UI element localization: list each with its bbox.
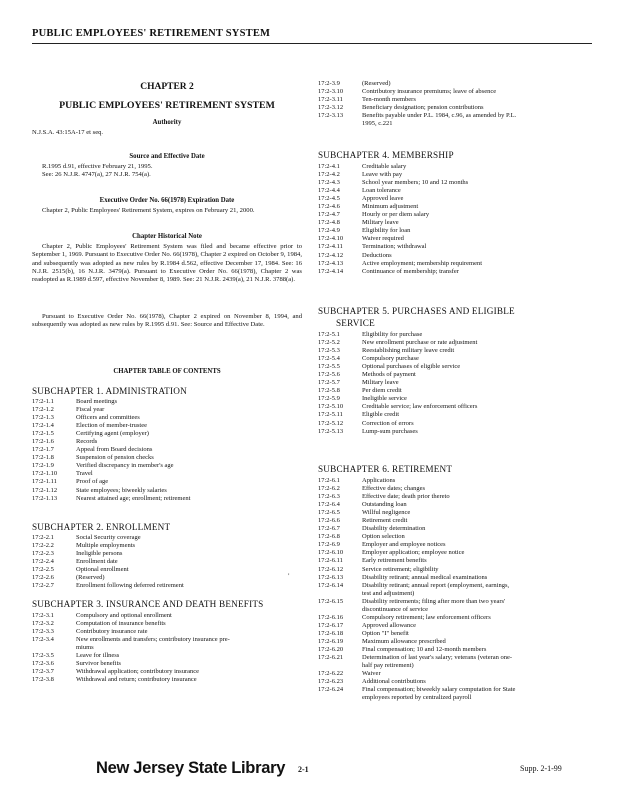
authority-heading: Authority — [152, 119, 182, 126]
toc-entry — [32, 495, 302, 503]
section-title: Maximum allowance prescribed — [362, 637, 446, 645]
section-number: 17:2-3.7 — [32, 668, 54, 676]
section-number: 17:2-5.1 — [318, 331, 340, 338]
section-title: Certifying agent (employer) — [76, 430, 149, 438]
subchapter-1-heading: SUBCHAPTER 1. ADMINISTRATION — [32, 386, 187, 396]
section-number: 17:2-6.19 — [318, 637, 344, 645]
toc-entry — [32, 470, 302, 478]
section-title: Social Security coverage — [76, 534, 141, 541]
source-line-2: See: 26 N.J.R. 4747(a), 27 N.J.R. 754(a). — [42, 171, 151, 178]
section-title: School year members; 10 and 12 months — [362, 179, 469, 187]
running-head: PUBLIC EMPLOYEES' RETIREMENT SYSTEM — [32, 28, 271, 39]
section-title: Deductions — [362, 251, 392, 259]
section-number: 17:2-4.4 — [318, 187, 340, 195]
section-number: 17:2-6.1 — [318, 477, 340, 484]
section-number: 17:2-5.2 — [318, 339, 340, 347]
toc-entry — [318, 485, 590, 493]
section-title: Travel — [76, 470, 93, 478]
section-title: Disability determination — [362, 525, 426, 533]
section-number: 17:2-4.10 — [318, 235, 344, 243]
section-title: Correction of errors — [362, 419, 414, 427]
toc-entry — [32, 636, 302, 644]
section-number: 17:2-5.4 — [318, 355, 340, 363]
section-title: Eligible credit — [362, 411, 400, 419]
toc-entry — [32, 582, 302, 590]
section-number: 17:2-4.2 — [318, 171, 340, 179]
section-number: 17:2-6.11 — [318, 557, 343, 565]
source-line-1: R.1995 d.91, effective February 21, 1995. — [42, 163, 153, 170]
section-title: Hourly or per diem salary — [362, 211, 430, 219]
supplement-date: Supp. 2-1-99 — [520, 764, 562, 773]
section-title: Ten-month members — [362, 96, 416, 104]
section-title: Disability retirant; annual report (employment, earnings, — [362, 581, 510, 589]
toc-entry — [318, 331, 590, 339]
section-title: Active employment; membership requirement — [362, 259, 483, 267]
toc-entry — [318, 88, 590, 96]
toc-entry — [32, 454, 302, 462]
toc-entry — [32, 676, 302, 684]
subchapter-5-heading-line-2: SERVICE — [336, 318, 375, 328]
section-title: Appeal from Board decisions — [76, 446, 153, 454]
subchapter-6-heading: SUBCHAPTER 6. RETIREMENT — [318, 464, 453, 474]
toc-entry — [318, 614, 590, 622]
section-title: Military leave — [362, 219, 399, 227]
history-paragraph-2: Pursuant to Executive Order No. 66(1978), Chapter 2 expired on November 8, 1994, and subsequently was adopted as new rules by R.1995 d.91. See: Source and Effective Date. — [32, 313, 302, 329]
section-number: 17:2-3.13 — [318, 112, 344, 120]
toc-entry — [318, 630, 590, 638]
section-title: Nearest attained age; enrollment; retirement — [76, 494, 191, 502]
section-title: Creditable salary — [362, 163, 407, 170]
section-title: Methods of payment — [362, 371, 416, 379]
section-number: 17:2-2.7 — [32, 582, 54, 590]
section-number: 17:2-6.17 — [318, 621, 344, 629]
section-title: Leave for illness — [76, 652, 120, 660]
chapter-label: CHAPTER 2 — [140, 82, 194, 92]
section-title: Optional enrollment — [76, 566, 129, 574]
toc-entry — [32, 660, 302, 668]
section-number: 17:2-2.6 — [32, 574, 54, 582]
section-title: Eligibility for loan — [362, 227, 411, 235]
toc-entry — [318, 195, 590, 203]
section-title: Effective date; death prior thereto — [362, 493, 450, 501]
subchapter-6-list — [318, 477, 590, 702]
section-number: 17:2-3.4 — [32, 636, 54, 644]
section-title: Effective dates; changes — [362, 485, 426, 493]
toc-entry — [32, 462, 302, 470]
section-number: 17:2-5.10 — [318, 403, 344, 411]
toc-entry — [32, 422, 302, 430]
toc-entry — [32, 398, 302, 406]
section-number: 17:2-2.4 — [32, 558, 54, 566]
section-number: 17:2-1.10 — [32, 470, 58, 478]
section-number: 17:2-6.4 — [318, 501, 340, 509]
section-title: Ineligible service — [362, 395, 407, 403]
section-title-continuation: discontinuance of service — [362, 605, 429, 613]
section-title: Compulsory retirement; law enforcement officers — [362, 613, 491, 621]
section-title: (Reserved) — [76, 574, 105, 582]
exec-order-text: Chapter 2, Public Employees' Retirement System, expires on February 21, 2000. — [42, 207, 255, 214]
toc-entry — [318, 477, 590, 485]
section-title: Compulsory purchase — [362, 355, 419, 363]
section-title-continuation: test and adjustment) — [362, 589, 415, 597]
toc-entry — [318, 203, 590, 211]
section-number: 17:2-3.8 — [32, 676, 54, 684]
toc-entry — [32, 534, 302, 542]
section-number: 17:2-6.5 — [318, 509, 340, 517]
section-number: 17:2-1.13 — [32, 494, 58, 502]
section-title: Outstanding loan — [362, 501, 407, 509]
toc-entry — [318, 428, 590, 436]
toc-entry — [318, 355, 590, 363]
section-title: Approved leave — [362, 195, 404, 203]
section-number: 17:2-3.5 — [32, 652, 54, 660]
section-title: Retirement credit — [362, 517, 408, 525]
section-number: 17:2-1.8 — [32, 454, 54, 462]
section-number: 17:2-3.6 — [32, 660, 54, 668]
section-number: 17:2-2.3 — [32, 550, 54, 558]
section-number: 17:2-4.13 — [318, 259, 344, 267]
subchapter-5-heading-line-1: SUBCHAPTER 5. PURCHASES AND ELIGIBLE — [318, 306, 515, 316]
section-title: New enrollments and transfers; contributory insurance pre- — [76, 636, 230, 644]
toc-entry — [32, 612, 302, 620]
toc-entry — [32, 628, 302, 636]
history-paragraph-1: Chapter 2, Public Employees' Retirement System was filed and became effective prior to September 1, 1969. Pursuant to Executive Order No. 66(1978), Chapter 2 expired on October 9, 1984, and subsequently was adopted as new rules by R.1984 d.562, effective December 17, 1984. See: 16 N.J.R. 2515(b), 16 N.J.R. 3479(a). Pursuant to Executive Order No. 66(1978), Chapter 2 was readopted as R.1989 d.597, effective November 8, 1989. See: 21 N.J.R. 2439(a), 21 N.J.R. 3788(a). — [32, 243, 302, 284]
history-heading: Chapter Historical Note — [132, 233, 202, 240]
toc-entry — [32, 668, 302, 676]
section-title: Loan tolerance — [362, 187, 401, 195]
section-number: 17:2-3.11 — [318, 96, 343, 104]
toc-entry — [318, 509, 590, 517]
section-number: 17:2-1.6 — [32, 438, 54, 446]
library-footer: New Jersey State Library — [96, 759, 286, 777]
section-number: 17:2-5.12 — [318, 419, 344, 427]
section-title: Employer and employee notices — [362, 541, 446, 549]
toc-entry — [318, 171, 590, 179]
section-number: 17:2-5.9 — [318, 395, 340, 403]
authority-text: N.J.S.A. 43:15A-17 et seq. — [32, 129, 104, 136]
section-number: 17:2-1.3 — [32, 414, 54, 422]
section-title: New enrollment purchase or rate adjustment — [362, 339, 478, 347]
stray-mark: , — [288, 570, 290, 576]
toc-entry — [318, 260, 590, 268]
section-number: 17:2-1.12 — [32, 486, 58, 494]
section-number: 17:2-4.7 — [318, 211, 340, 219]
section-number: 17:2-5.8 — [318, 387, 340, 395]
section-number: 17:2-6.9 — [318, 541, 340, 549]
toc-heading: CHAPTER TABLE OF CONTENTS — [113, 368, 221, 375]
toc-entry — [318, 96, 590, 104]
section-title: Minimum adjustment — [362, 203, 419, 211]
section-number: 17:2-6.23 — [318, 678, 344, 686]
toc-entry — [318, 566, 590, 574]
section-title: Officers and committees — [76, 414, 140, 422]
section-title: Continuance of membership; transfer — [362, 267, 459, 275]
toc-entry — [318, 211, 590, 219]
section-number: 17:2-6.20 — [318, 645, 344, 653]
toc-entry — [32, 446, 302, 454]
section-number: 17:2-6.13 — [318, 573, 344, 581]
header-rule — [32, 43, 592, 44]
section-number: 17:2-5.5 — [318, 363, 340, 371]
section-title: Lump-sum purchases — [362, 427, 418, 435]
section-number: 17:2-1.2 — [32, 406, 54, 414]
section-number: 17:2-1.5 — [32, 430, 54, 438]
page-number: 2-1 — [298, 765, 309, 774]
section-title: Waiver required — [362, 235, 404, 243]
section-number: 17:2-3.10 — [318, 88, 344, 96]
toc-entry — [318, 646, 590, 654]
toc-entry — [318, 219, 590, 227]
section-title: Creditable service; law enforcement officers — [362, 403, 478, 411]
toc-entry — [318, 533, 590, 541]
toc-entry — [318, 598, 590, 606]
section-title: Contributory insurance premiums; leave of absence — [362, 88, 497, 96]
section-title: Military leave — [362, 379, 399, 387]
section-title: Option "I" benefit — [362, 629, 409, 637]
toc-entry — [318, 582, 590, 590]
toc-entry — [32, 566, 302, 574]
section-number: 17:2-5.7 — [318, 379, 340, 387]
section-title: Final compensation; biweekly salary computation for State — [362, 686, 516, 694]
section-title: Eligibility for purchase — [362, 331, 423, 338]
section-title-continuation: half pay retirement) — [362, 662, 414, 670]
section-title: Enrollment following deferred retirement — [76, 582, 184, 590]
toc-entry — [318, 501, 590, 509]
toc-entry — [318, 268, 590, 276]
toc-entry — [318, 670, 590, 678]
section-title: Applications — [362, 477, 396, 484]
toc-entry — [32, 652, 302, 660]
section-number: 17:2-3.2 — [32, 620, 54, 628]
section-number: 17:2-3.1 — [32, 612, 54, 619]
toc-entry — [32, 542, 302, 550]
section-title-continuation: miums — [76, 644, 94, 652]
toc-entry — [318, 387, 590, 395]
toc-entry — [318, 235, 590, 243]
exec-order-heading: Executive Order No. 66(1978) Expiration Date — [99, 197, 235, 204]
section-title: Multiple employments — [76, 542, 136, 550]
section-title: (Reserved) — [362, 80, 391, 87]
section-title: Final compensation; 10 and 12-month members — [362, 645, 487, 653]
chapter-title: PUBLIC EMPLOYEES' RETIREMENT SYSTEM — [59, 100, 275, 111]
section-title: Waiver — [362, 670, 381, 678]
section-number: 17:2-1.7 — [32, 446, 54, 454]
section-number: 17:2-6.16 — [318, 613, 344, 621]
toc-entry — [318, 517, 590, 525]
toc-entry — [318, 638, 590, 646]
section-number: 17:2-2.2 — [32, 542, 54, 550]
subchapter-2-heading: SUBCHAPTER 2. ENROLLMENT — [32, 522, 171, 532]
section-number: 17:2-6.14 — [318, 581, 344, 589]
section-title: Optional purchases of eligible service — [362, 363, 461, 371]
toc-entry — [32, 574, 302, 582]
toc-entry — [318, 252, 590, 260]
section-title: Beneficiary designation; pension contributions — [362, 104, 484, 112]
toc-entry — [318, 179, 590, 187]
section-number: 17:2-4.6 — [318, 203, 340, 211]
toc-entry — [318, 363, 590, 371]
subchapter-3-list-continued — [318, 80, 590, 128]
subchapter-3-heading: SUBCHAPTER 3. INSURANCE AND DEATH BENEFITS — [32, 599, 264, 609]
section-title: Termination; withdrawal — [362, 243, 427, 251]
section-title: State employees; biweekly salaries — [76, 486, 167, 494]
section-number: 17:2-4.8 — [318, 219, 340, 227]
toc-entry — [318, 379, 590, 387]
section-title: Enrollment date — [76, 558, 118, 566]
toc-entry — [318, 187, 590, 195]
section-title: Suspension of pension checks — [76, 454, 154, 462]
section-number: 17:2-3.12 — [318, 104, 344, 112]
section-number: 17:2-6.2 — [318, 485, 340, 493]
section-number: 17:2-3.3 — [32, 628, 54, 636]
section-number: 17:2-4.3 — [318, 179, 340, 187]
section-title: Determination of last year's salary; veterans (veteran one- — [362, 654, 513, 662]
toc-entry — [318, 403, 590, 411]
section-number: 17:2-5.3 — [318, 347, 340, 355]
section-number: 17:2-6.24 — [318, 686, 344, 694]
toc-entry — [318, 622, 590, 630]
toc-entry — [318, 80, 590, 88]
section-number: 17:2-2.5 — [32, 566, 54, 574]
toc-entry — [318, 678, 590, 686]
toc-entry — [318, 420, 590, 428]
section-title: Computation of insurance benefits — [76, 620, 166, 628]
section-number: 17:2-6.6 — [318, 517, 340, 525]
section-number: 17:2-2.1 — [32, 534, 54, 541]
section-title: Contributory insurance rate — [76, 628, 148, 636]
subchapter-4-heading: SUBCHAPTER 4. MEMBERSHIP — [318, 150, 454, 160]
section-number: 17:2-1.4 — [32, 422, 54, 430]
section-number: 17:2-6.3 — [318, 493, 340, 501]
section-title: Ineligible persons — [76, 550, 123, 558]
toc-entry — [32, 478, 302, 486]
section-title: Election of member-trustee — [76, 422, 147, 430]
section-number: 17:2-6.12 — [318, 565, 344, 573]
section-title: Compulsory and optional enrollment — [76, 612, 172, 619]
section-number: 17:2-1.1 — [32, 398, 54, 405]
toc-entry — [32, 620, 302, 628]
section-title: Verified discrepancy in member's age — [76, 462, 174, 470]
section-number: 17:2-5.13 — [318, 427, 344, 435]
section-number: 17:2-6.21 — [318, 654, 344, 662]
subchapter-3-list — [32, 612, 302, 684]
section-title-continuation: 1995, c.221 — [362, 120, 393, 128]
section-number: 17:2-6.18 — [318, 629, 344, 637]
section-title: Per diem credit — [362, 387, 402, 395]
section-title: Disability retirements; filing after more than two years' — [362, 597, 506, 605]
toc-entry — [318, 371, 590, 379]
section-number: 17:2-4.9 — [318, 227, 340, 235]
section-number: 17:2-5.11 — [318, 411, 343, 419]
toc-entry — [318, 686, 590, 694]
section-title: Proof of age — [76, 478, 109, 486]
toc-entry — [318, 574, 590, 582]
toc-entry — [318, 395, 590, 403]
toc-entry — [32, 550, 302, 558]
section-number: 17:2-6.15 — [318, 597, 344, 605]
toc-entry — [318, 347, 590, 355]
toc-entry — [318, 549, 590, 557]
source-heading: Source and Effective Date — [129, 153, 205, 160]
subchapter-2-list — [32, 534, 302, 590]
section-title: Early retirement benefits — [362, 557, 427, 565]
toc-entry — [318, 163, 590, 171]
section-title: Service retirement; eligibility — [362, 565, 439, 573]
subchapter-4-list — [318, 163, 590, 276]
toc-entry — [32, 406, 302, 414]
toc-entry — [318, 227, 590, 235]
section-title: Withdrawal application; contributory insurance — [76, 668, 200, 676]
section-title: Survivor benefits — [76, 660, 121, 668]
section-title: Benefits payable under P.L. 1984, c.96, as amended by P.L. — [362, 112, 517, 120]
section-title: Withdrawal and return; contributory insurance — [76, 676, 197, 684]
toc-entry — [32, 438, 302, 446]
section-number: 17:2-5.6 — [318, 371, 340, 379]
toc-entry — [318, 339, 590, 347]
subchapter-5-list — [318, 331, 590, 436]
section-number: 17:2-6.10 — [318, 549, 344, 557]
section-title: Board meetings — [76, 398, 117, 405]
section-number: 17:2-4.1 — [318, 163, 340, 170]
section-number: 17:2-1.9 — [32, 462, 54, 470]
toc-entry — [318, 112, 590, 120]
toc-entry — [318, 525, 590, 533]
toc-entry — [32, 487, 302, 495]
subchapter-1-list — [32, 398, 302, 503]
section-title-continuation: employees reported by centralized payroll — [362, 694, 472, 702]
toc-entry — [32, 430, 302, 438]
section-number: 17:2-6.22 — [318, 670, 344, 678]
section-title: Disability retirant; annual medical examinations — [362, 573, 488, 581]
section-number: 17:2-4.12 — [318, 251, 344, 259]
toc-entry — [32, 414, 302, 422]
toc-entry — [318, 541, 590, 549]
toc-entry — [318, 557, 590, 565]
section-title: Option selection — [362, 533, 405, 541]
section-title: Additional contributions — [362, 678, 426, 686]
section-number: 17:2-6.7 — [318, 525, 340, 533]
toc-entry — [318, 493, 590, 501]
section-number: 17:2-1.11 — [32, 478, 57, 486]
toc-entry — [318, 243, 590, 251]
toc-entry — [318, 104, 590, 112]
section-number: 17:2-4.11 — [318, 243, 343, 251]
section-number: 17:2-4.5 — [318, 195, 340, 203]
section-number: 17:2-4.14 — [318, 267, 344, 275]
toc-entry — [318, 654, 590, 662]
section-title: Fiscal year — [76, 406, 105, 414]
section-title: Willful negligence — [362, 509, 411, 517]
section-title: Reestablishing military leave credit — [362, 347, 455, 355]
section-title: Leave with pay — [362, 171, 403, 179]
section-title: Approved allowance — [362, 621, 416, 629]
toc-entry — [318, 411, 590, 419]
section-title: Employer application; employee notice — [362, 549, 465, 557]
section-number: 17:2-3.9 — [318, 80, 340, 87]
section-number: 17:2-6.8 — [318, 533, 340, 541]
toc-entry — [32, 558, 302, 566]
section-title: Records — [76, 438, 98, 446]
